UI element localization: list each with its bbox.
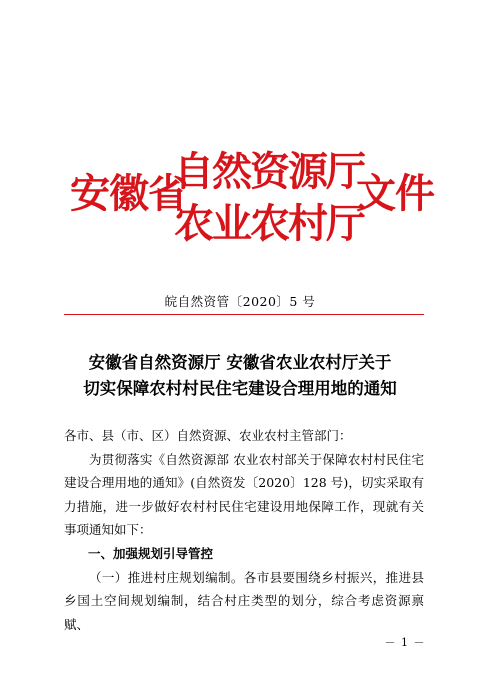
section-heading-1: 一、加强规划引导管控 — [88, 545, 214, 561]
page-number: － 1 － — [384, 636, 426, 649]
red-divider — [64, 314, 424, 315]
document-body — [64, 424, 424, 636]
header-issuer-departments — [174, 146, 364, 250]
paragraph-1: （一）推进村庄规划编制。各市县要围绕乡村振兴，推进县乡国土空间规划编制，结合村庄类型的划分，综合考虑资源禀赋、 — [64, 569, 424, 632]
intro-paragraph: 为贯彻落实《自然资源部 农业农村部关于保障农村村民住宅建设合理用地的通知》(自然资发〔2020〕128 号)，切实采取有力措施，进一步做好农村村民住宅建设用地保障工作，现就有关事项通知如下： — [64, 451, 424, 538]
header-issuer-province: 安徽省 — [70, 170, 187, 217]
header-document-label: 文件 — [356, 170, 434, 217]
title-line-1: 安徽省自然资源厅 安徽省农业农村厅关于 — [88, 353, 392, 372]
document-title — [0, 350, 480, 402]
header-dept-natural-resources: 自然资源厅 — [174, 148, 364, 195]
title-line-2: 切实保障农村村民住宅建设合理用地的通知 — [83, 379, 397, 398]
document-number: 皖自然资管〔2020〕5 号 — [164, 294, 316, 309]
header-dept-agriculture: 农业农村厅 — [174, 200, 364, 247]
addressee: 各市、县（市、区）自然资源、农业农村主管部门： — [64, 428, 352, 443]
